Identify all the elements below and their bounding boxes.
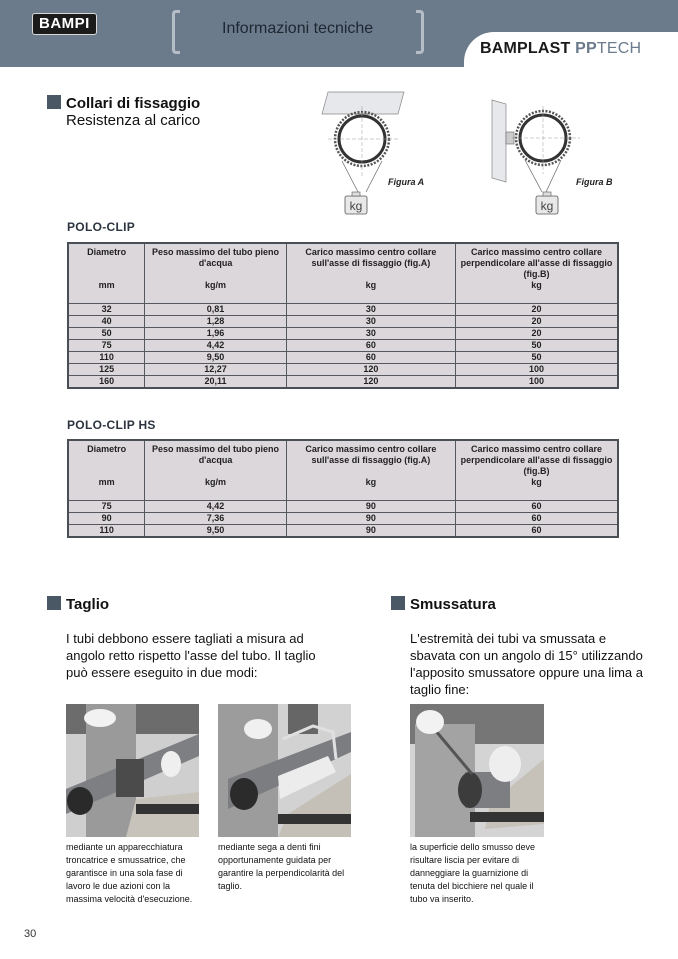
- square-bullet-icon: [47, 95, 61, 109]
- brand-bold: BAMPLAST: [480, 40, 576, 57]
- table-header-row: [68, 243, 618, 303]
- page-header: [0, 0, 678, 67]
- table-title-polo-clip-hs: POLO-CLIP HS: [67, 418, 156, 432]
- table-row: 90 7,36 90 60: [68, 512, 618, 524]
- figure-a-label: Figura A: [388, 177, 425, 187]
- header-title: Informazioni tecniche: [222, 20, 374, 37]
- brand-accent: PP: [575, 40, 597, 57]
- hand-saw-photo-icon: [218, 704, 351, 837]
- collari-title-text: Collari di fissaggio: [66, 95, 201, 112]
- taglio-title-text: Taglio: [66, 596, 110, 613]
- table-row: 40 1,28 30 20: [68, 315, 618, 327]
- smussatura-title-text: Smussatura: [410, 596, 496, 613]
- polo-clip-table: [67, 242, 619, 389]
- table-header-row: [68, 440, 618, 500]
- col-header-diametro: Diametro mm: [68, 440, 145, 500]
- photo-smussatore: [410, 704, 544, 837]
- table-row: 110 9,50 60 50: [68, 351, 618, 363]
- brand-name: [480, 40, 641, 58]
- photo-sega: [218, 704, 351, 837]
- polo-clip-hs-table: [67, 439, 619, 538]
- caption-troncatrice: mediante un apparecchiatura troncatrice e smussatrice, che garantisce in una sola fase di lavoro le due azioni con la massima velocità d'esecuzione.: [66, 842, 193, 904]
- col-header-diametro: Diametro mm: [68, 243, 145, 303]
- photo-troncatrice: [66, 704, 199, 837]
- col-header-peso: Peso massimo del tubo pieno d'acqua kg/m: [145, 243, 286, 303]
- figure-b-label: Figura B: [576, 177, 613, 187]
- taglio-text: I tubi debbono essere tagliati a misura ad angolo retto rispetto l'asse del tubo. Il taglio può essere eseguito in due modi:: [66, 631, 316, 680]
- figure-b-diagram: [488, 96, 588, 221]
- col-header-peso: Peso massimo del tubo pieno d'acqua kg/m: [145, 440, 286, 500]
- table-row: 125 12,27 120 100: [68, 363, 618, 375]
- left-bracket-decoration: [172, 10, 180, 54]
- table-row: 160 20,11 120 100: [68, 375, 618, 388]
- table-row: 75 4,42 60 50: [68, 339, 618, 351]
- page-number: 30: [24, 928, 37, 940]
- figure-a-diagram: [318, 88, 428, 218]
- square-bullet-icon: [47, 596, 61, 610]
- table-row: 32 0,81 30 20: [68, 303, 618, 315]
- square-bullet-icon: [391, 596, 405, 610]
- col-header-carico-b: Carico massimo centro collare perpendicolare all'asse di fissaggio (fig.B) kg: [456, 243, 618, 303]
- smussatura-text: L'estremità dei tubi va smussata e sbavata con un angolo di 15° utilizzando l'apposito smussatore oppure una lima a taglio fine:: [410, 631, 644, 697]
- section-title-collari: [47, 95, 200, 112]
- caption-sega: mediante sega a denti fini opportunamente guidata per garantire la perpendicolarità del taglio.: [218, 842, 345, 891]
- caption-smussatore: la superficie dello smusso deve risultare liscia per evitare di danneggiare la guarnizione di tenuta del bicchiere nel quale il tubo va inserito.: [410, 842, 536, 904]
- section-title-taglio: [47, 596, 109, 613]
- col-header-carico-b: Carico massimo centro collare perpendicolare all'asse di fissaggio (fig.B) kg: [456, 440, 618, 500]
- section-subtitle-collari: Resistenza al carico: [66, 112, 201, 129]
- figure-a-kg: kg: [349, 199, 363, 213]
- table-title-polo-clip: POLO-CLIP: [67, 220, 136, 234]
- pipe-cutter-photo-icon: [66, 704, 199, 837]
- figure-b-kg: kg: [540, 199, 554, 213]
- table-row: 110 9,50 90 60: [68, 524, 618, 537]
- bampi-logo: BAMPI: [32, 13, 97, 35]
- beveling-tool-photo-icon: [410, 704, 544, 837]
- right-bracket-decoration: [416, 10, 424, 54]
- col-header-carico-a: Carico massimo centro collare sull'asse di fissaggio (fig.A) kg: [286, 243, 455, 303]
- col-header-carico-a: Carico massimo centro collare sull'asse di fissaggio (fig.A) kg: [286, 440, 455, 500]
- table-row: 75 4,42 90 60: [68, 500, 618, 512]
- table-row: 50 1,96 30 20: [68, 327, 618, 339]
- brand-light: TECH: [596, 40, 642, 57]
- section-title-smussatura: [391, 596, 496, 613]
